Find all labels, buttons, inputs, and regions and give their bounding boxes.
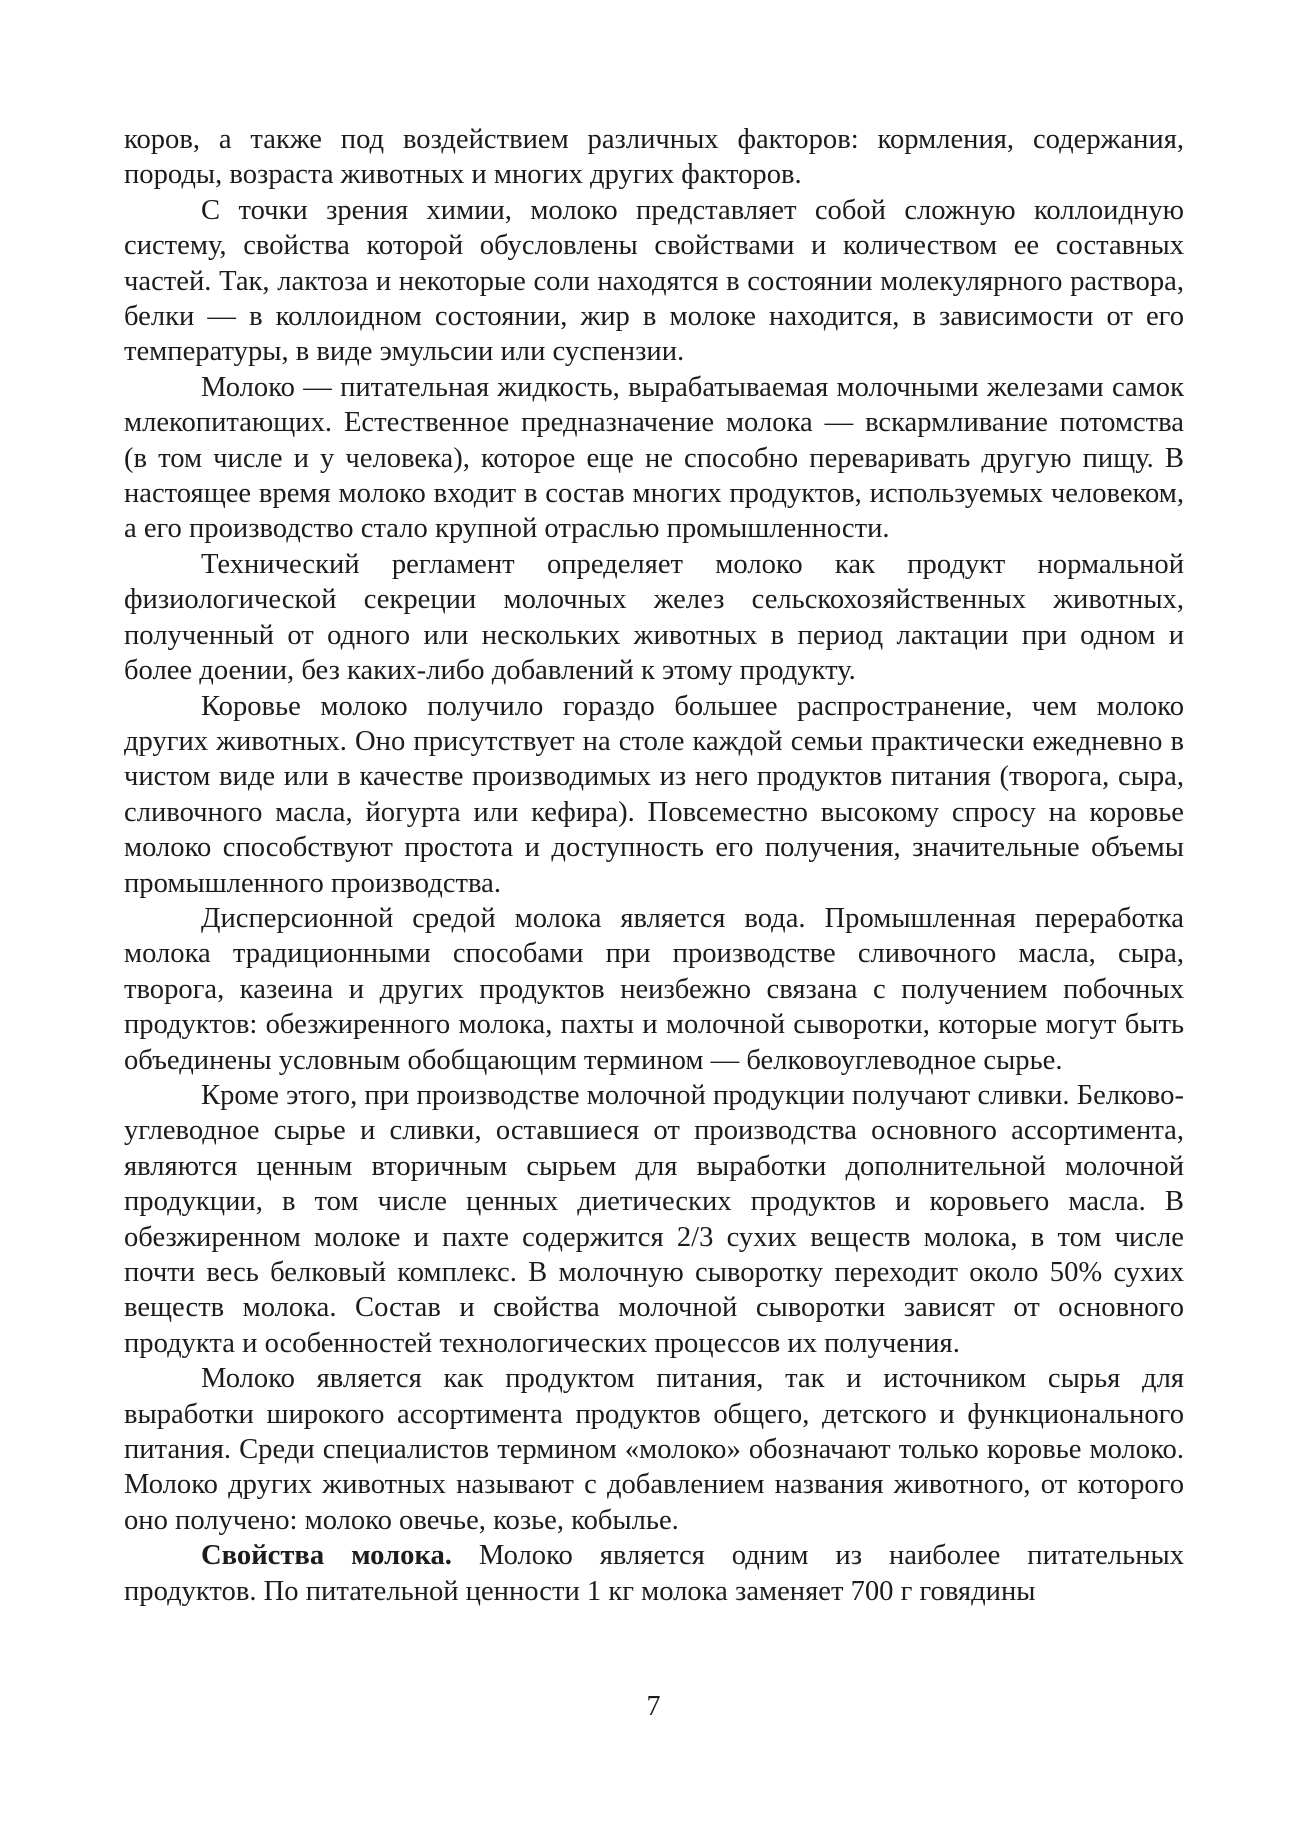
- paragraph-cow-milk: Коровье молоко получило гораздо большее распространение, чем молоко других животных. Оно присутствует на столе каждой семьи практически ежедневно в чистом виде или в качестве производимых из него продуктов питания (творога, сыра, сливочного масла, йогурта или кефира). Повсеместно высокому спросу на коровье молоко способствуют простота и доступность его получения, значительные объемы промышленного производства.: [124, 690, 1184, 899]
- paragraph-food-source: Молоко является как продуктом питания, так и источником сырья для выработки широкого ассортимента продуктов общего, детского и функционального питания. Среди специалистов термином «молоко» обозначают только коровье молоко. Молоко других животных называют с добавлением названия животного, от которого оно получено: молоко овечье, козье, кобылье.: [124, 1363, 1184, 1536]
- paragraph-chemistry: С точки зрения химии, молоко представляет собой сложную коллоидную систему, свойства которой обусловлены свойствами и количеством ее составных частей. Так, лактоза и некоторые соли находятся в состоянии молекулярного раствора, белки — в коллоидном состоянии, жир в молоке находится, в зависимости от его температуры, в виде эмульсии или суспензии.: [124, 194, 1184, 368]
- paragraph-properties-text: Молоко является одним из наиболее питательных продуктов. По питательной ценности 1 кг молока заменяет 700 г говядины: [124, 1540, 1185, 1607]
- paragraph-definition: Молоко — питательная жидкость, вырабатываемая молочными железами самок млекопитающих. Естественное предназначение молока — вскармливание потомства (в том числе и у человека), которое еще не способно переваривать другую пищу. В настоящее время молоко входит в состав многих продуктов, используемых человеком, а его производство стало крупной отраслью промышленности.: [124, 371, 1184, 545]
- paragraph-dispersion: Дисперсионной средой молока является вода. Промышленная переработка молока традиционными способами при производстве сливочного масла, сыра, творога, казеина и других продуктов неизбежно связана с получением побочных продуктов: обезжиренного молока, пахты и молочной сыворотки, которые могут быть объединены условным обобщающим термином — белковоуглеводное сырье.: [124, 902, 1184, 1076]
- page-number: 7: [646, 1691, 661, 1722]
- paragraph-cream: Кроме этого, при производстве молочной продукции получают сливки. Белково-углеводное сырье и сливки, оставшиеся от производства основного ассортимента, являются ценным вторичным сырьем для выработки дополнительной молочной продукции, в том числе ценных диетических продуктов и коровьего масла. В обезжиренном молоке и пахте содержится 2/3 сухих веществ молока, в том числе почти весь белковый комплекс. В молочную сыворотку переходит около 50% сухих веществ молока. Состав и свойства молочной сыворотки зависят от основного продукта и особенностей технологических процессов их получения.: [124, 1079, 1184, 1359]
- document-page: [124, 122, 1184, 1609]
- paragraph-properties: [124, 1538, 1184, 1609]
- paragraph-continuation: коров, а также под воздействием различных факторов: кормления, содержания, породы, возраста животных и многих других факторов.: [124, 124, 1184, 191]
- section-heading: Свойства молока.: [201, 1540, 452, 1572]
- paragraph-regulation: Технический регламент определяет молоко как продукт нормальной физиологической секреции молочных желез сельскохозяйственных животных, полученный от одного или нескольких животных в период лактации при одном и более доении, без каких-либо добавлений к этому продукту.: [124, 548, 1184, 687]
